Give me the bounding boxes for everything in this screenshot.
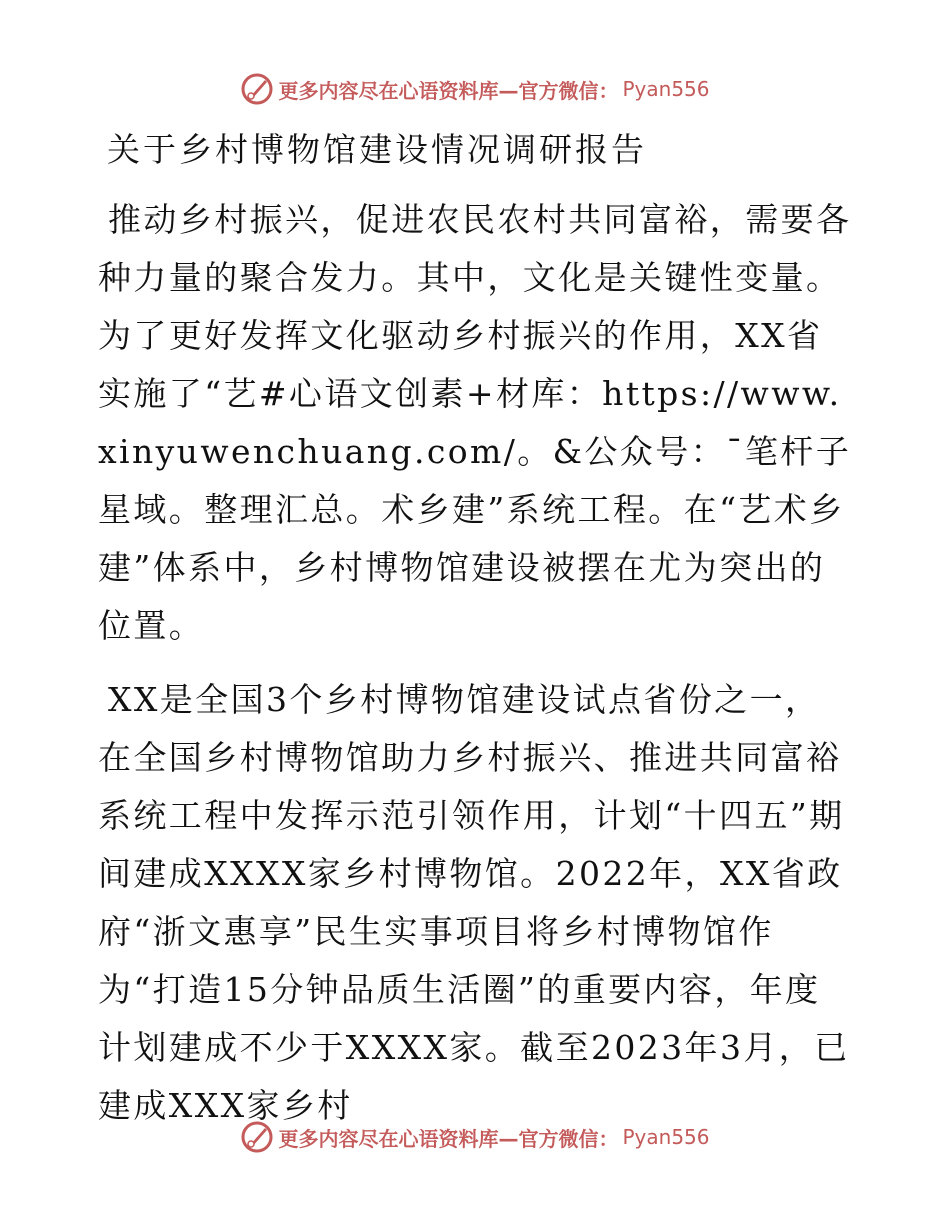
banner-wechat-handle: Pyan556 <box>622 77 710 101</box>
banner-wechat-handle: Pyan556 <box>622 1125 710 1149</box>
body-paragraph: 推动乡村振兴，促进农民农村共同富裕，需要各种力量的聚合发力。其中，文化是关键性变量。为了更好发挥文化驱动乡村振兴的作用，XX省实施了“艺#心语文创素+材库：https://www.xinyuwenchuang.com/。&公众号：¯笔杆子星域。整理汇总。术乡建”系统工程。在“艺术乡建”体系中，乡村博物馆建设被摆在尤为突出的位置。 <box>98 200 852 645</box>
quill-seal-icon <box>240 72 274 106</box>
banner-text: 更多内容尽在心语资料库—官方微信： <box>278 78 619 103</box>
document-body <box>98 191 853 1151</box>
body-paragraph: XX是全国3个乡村博物馆建设试点省份之一，在全国乡村博物馆助力乡村振兴、推进共同富裕系统工程中发挥示范引领作用，计划“十四五”期间建成XXXX家乡村博物馆。2022年，XX省政府“浙文惠享”民生实事项目将乡村博物馆作为“打造15分钟品质生活圈”的重要内容，年度计划建成不少于XXXX家。截至2023年3月，已建成XXX家乡村 <box>98 680 850 1125</box>
quill-seal-icon <box>240 1120 274 1154</box>
document-title: 关于乡村博物馆建设情况调研报告 <box>107 130 647 169</box>
banner-text: 更多内容尽在心语资料库—官方微信： <box>278 1126 619 1151</box>
header-watermark-banner <box>0 72 950 106</box>
footer-watermark-banner <box>0 1120 950 1154</box>
